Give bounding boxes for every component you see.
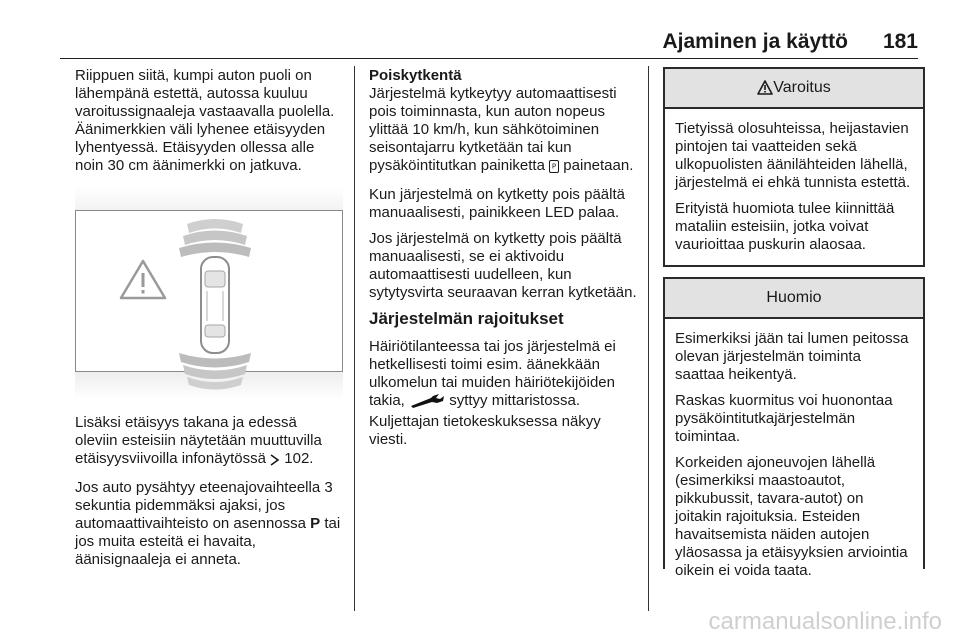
note-title: Huomio: [766, 289, 822, 306]
car-top-view-icon: [201, 257, 229, 353]
paragraph: Häiriötilanteessa tai jos järjestelmä ei hetkellisesti toimi esim. äänekkään ulkomelun tai muiden häiriötekijöiden takia, syttyy mittaristossa. Kuljettajan tietokeskuksessa näkyy viesti.: [369, 338, 616, 448]
reference-arrow-icon: [270, 453, 280, 471]
paragraph: Riippuen siitä, kumpi auton puoli on lähempänä estettä, autossa kuuluu varoitussignaaleja vastaavalla puolella. Äänimerkkien väli lyhenee etäisyyden lyhentyessä. Etäisyyden ollessa alle noin 30 cm äänimerkki on jatkuva.: [75, 67, 335, 174]
column-1: [75, 67, 343, 577]
paragraph: Jos järjestelmä on kytketty pois päältä manuaalisesti, se ei aktivoidu automaattisesti uudelleen, kun sytytysvirta seuraavan kerran kytketään.: [369, 230, 637, 301]
column-divider-2: [648, 66, 649, 611]
gear-label: P: [310, 515, 321, 532]
paragraph: Erityistä huomiota tulee kiinnittää mataliin esteisiin, jotka voivat vaurioittaa puskurin alaosaa.: [675, 200, 895, 253]
rear-distance-arcs: [179, 353, 251, 390]
parking-sensor-figure: [75, 187, 343, 400]
page-number: 181: [882, 30, 918, 53]
wrench-icon: [409, 394, 445, 413]
paragraph: Korkeiden ajoneuvojen lähellä (esimerkiksi maastoautot, pikkubussit, tavara-autot) on joitakin rajoituksia. Esteiden havaitsemista näiden autojen yläosassa ja etäisyyksien arviointia oikein ei voida taata.: [675, 454, 908, 579]
watermark: carmanualsonline.info: [708, 608, 942, 635]
paragraph: Järjestelmä kytkeytyy automaattisesti pois toiminnasta, kun auton nopeus ylittää 10 km/h, kun sähkötoiminen seisontajarru kytketään tai kun pysäköintitutkan painiketta P painetaan.: [369, 85, 637, 178]
paragraph: Raskas kuormitus voi huonontaa pysäköintitutkajärjestelmän toimintaa.: [675, 392, 893, 445]
note-box: [663, 277, 925, 579]
warning-triangle-icon: [757, 72, 773, 110]
header-title: Ajaminen ja käyttö: [662, 30, 848, 53]
paragraph: Jos auto pysähtyy eteenajovaihteella 3 sekuntia pidemmäksi ajaksi, jos automaattivaihteisto on asennossa P tai jos muita esteitä ei havaita, äänisignaaleja ei anneta.: [75, 479, 341, 568]
paragraph: Kun järjestelmä on kytketty pois päältä manuaalisesti, painikkeen LED palaa.: [369, 186, 625, 221]
warning-box: [663, 67, 925, 267]
warning-triangle-icon: [121, 261, 165, 298]
paragraph: Lisäksi etäisyys takana ja edessä oleviin esteisiin näytetään muuttuvilla etäisyysviivoilla infonäytössä 102.: [75, 414, 343, 471]
note-body: [665, 319, 923, 592]
parking-sensor-button-icon: [549, 160, 559, 178]
paragraph: Esimerkiksi jään tai lumen peitossa olevan järjestelmän toiminta saattaa heikentyä.: [675, 330, 909, 383]
front-distance-arcs: [179, 219, 251, 257]
warning-header: [665, 69, 923, 109]
column-divider-1: [354, 66, 355, 611]
parking-sensor-illustration: [75, 187, 343, 400]
section-title-limits: Järjestelmän rajoitukset: [369, 309, 564, 328]
column-3: [663, 67, 925, 579]
note-header: [665, 279, 923, 319]
section-title-off: Poiskytkentä: [369, 67, 462, 84]
svg-text:P: P: [552, 162, 557, 171]
warning-body: [665, 109, 923, 266]
warning-title: Varoitus: [773, 79, 831, 96]
column-2: [369, 67, 637, 457]
paragraph: Tietyissä olosuhteissa, heijastavien pintojen tai vaatteiden sekä ulkopuolisten äänilähteiden lähellä, järjestelmä ei ehkä tunnista estettä.: [675, 120, 911, 191]
header-rule: [60, 58, 918, 59]
page-header: [0, 24, 960, 64]
